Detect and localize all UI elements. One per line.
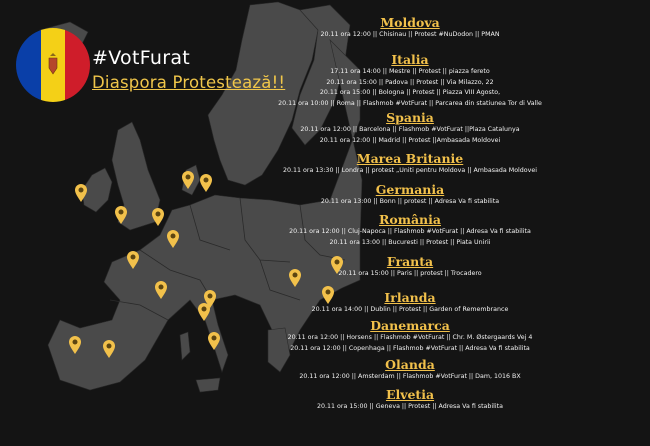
map-pin-icon (74, 183, 88, 203)
map-pin-icon (151, 207, 165, 227)
event-line: 20.11 ora 10:00 || Roma || Flashmob #VotFurat || Parcarea din statiunea Tor di Valle (278, 100, 542, 108)
country-section-moldova (180, 15, 640, 41)
event-line: 17.11 ora 14:00 || Mestre || Protest || piazza fereto (330, 68, 490, 75)
country-title: Olanda (385, 357, 435, 372)
country-title: Danemarca (370, 318, 450, 333)
event-line: 20.11 ora 12:00 || Madrid || Protest ||Ambasada Moldovei (319, 136, 501, 144)
country-title: Moldova (380, 15, 440, 30)
coat-of-arms-icon (47, 52, 59, 76)
event-line: 20.11 ora 12:00 || Cluj-Napoca || Flashmob #VotFurat || Adresa Va fi stabilita (289, 228, 531, 235)
event-line: 20.11 ora 13:00 || Bonn || protest || Adresa Va fi stabilita (320, 198, 500, 205)
event-line: 20.11 ora 15:00 || Paris || protest || Trocadero (338, 270, 482, 277)
event-line: 20.11 ora 14:00 || Dublin || Protest || Garden of Remembrance (311, 306, 509, 313)
country-section-marea-britanie (180, 151, 640, 177)
country-title: România (379, 212, 441, 227)
event-line: 20.11 ora 15:00 || Padova || Protest || Via Milazzo, 22 (326, 78, 494, 86)
country-title: Germania (375, 182, 445, 197)
event-line: 20.11 ora 12:00 || Chisinau || Protest #NuDodon || PMAN (320, 31, 500, 38)
country-section-spania (180, 110, 640, 146)
event-line: 20.11 ora 12:00 || Amsterdam || Flashmob #VotFurat || Dam, 1016 BX (299, 373, 521, 380)
map-pin-icon (154, 280, 168, 300)
country-title: Irlanda (384, 290, 436, 305)
hashtag-title: #VotFurat (92, 47, 191, 69)
event-line: 20.11 ora 13:00 || Bucuresti || Protest || Piata Unirii (329, 238, 491, 246)
headline-title: Diaspora Protestează!! (92, 73, 286, 92)
country-title: Marea Britanie (356, 151, 464, 166)
country-section-irlanda (180, 290, 640, 316)
country-section-elvetia (180, 387, 640, 413)
country-section-italia (180, 52, 640, 110)
country-section-danemarca (180, 318, 640, 354)
country-section-romania (180, 212, 640, 248)
country-section-germania (180, 182, 640, 208)
map-pin-icon (102, 339, 116, 359)
event-line: 20.11 ora 13:30 || Londra || protest „Uniti pentru Moldova || Ambasada Moldovei (282, 167, 538, 174)
map-pin-icon (126, 250, 140, 270)
event-line: 20.11 ora 15:00 || Geneva || Protest || Adresa Va fi stabilita (317, 403, 503, 410)
map-pin-icon (114, 205, 128, 225)
country-title: Italia (391, 52, 429, 67)
country-title: Spania (386, 110, 434, 125)
event-line: 20.11 ora 15:00 || Bologna || Protest || Piazza VIII Agosto, (319, 89, 501, 97)
event-line: 20.11 ora 12:00 || Barcelona || Flashmob #VotFurat ||Plaza Catalunya (300, 126, 520, 133)
country-section-franta (180, 254, 640, 280)
country-title: Elvetia (385, 387, 435, 402)
country-title: Franta (386, 254, 434, 269)
map-pin-icon (68, 335, 82, 355)
map-pin-icon (166, 229, 180, 249)
event-line: 20.11 ora 12:00 || Horsens || Flashmob #VotFurat || Chr. M. Østergaards Vej 4 (287, 334, 533, 341)
country-section-olanda (180, 357, 640, 383)
event-line: 20.11 ora 12:00 || Copenhaga || Flashmob #VotFurat || Adresa Va fi stabilita (290, 344, 530, 352)
